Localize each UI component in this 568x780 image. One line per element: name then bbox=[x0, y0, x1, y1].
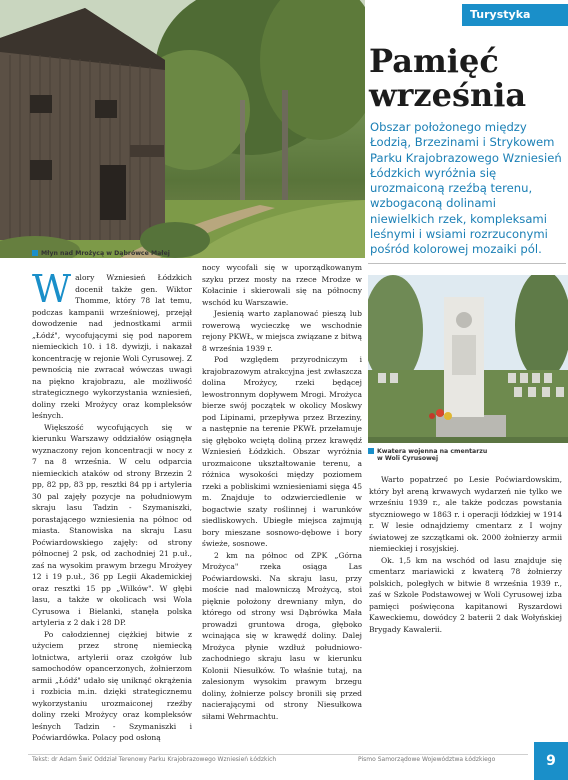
body-column-3 bbox=[369, 474, 562, 635]
mill-caption: Młyn nad Mrożycą w Dąbrówce Małej bbox=[32, 250, 170, 257]
paragraph: Po całodziennej ciężkiej bitwie z użyciem przez stronę niemiecką lotnictwa, artylerii oraz czołgów lub samochodów opancerzonych, żołnierzom armii „Łódź" udało się uniknąć okrążenia i rozbicia m.in. dzięki strategicznemu wykorzystaniu urozmaiconej rzeźby doliny rzeki Mrożycy oraz kompleksów leśnych Tadzin - Szymaniszki i Poćwiardówka. Polacy pod osłoną bbox=[32, 629, 192, 742]
memorial-illustration bbox=[368, 275, 568, 443]
mill-illustration bbox=[0, 0, 365, 258]
memorial-photo bbox=[368, 275, 568, 443]
caption-marker-icon bbox=[368, 448, 374, 454]
paragraph: Walory Wzniesień Łódzkich docenił także gen. Wiktor Thomme, który 78 lat temu, podczas kampanii wrześniowej, przejął dowodzenie nad jednostkami armii „Łódź", wycofującymi się pod naporem niemieckich 10. i 18. dywizji, i nakazał koncentrację w rejonie Woli Cyrusowej. Z pewnością nie zwracał wówczas uwagi na piękno krajobrazu, ale możliwość strategicznego wykorzystania wzniesień, doliny rzeki Mrożycy oraz kompleksów leśnych. bbox=[32, 267, 192, 420]
paragraph: Warto popatrzeć po Lesie Poćwiardowskim, który był areną krwawych wydarzeń nie tylko we wrześniu 1939 r., ale także podczas powstania styczniowego w 1863 r. i operacji łódzkiej w 1914 r. W lesie odnajdziemy cmentarz z I wojny światowej ze szczątkami ok. 2000 żołnierzy armii niemieckiej i rosyjskiej. bbox=[369, 475, 562, 553]
paragraph: Większość wycofujących się w kierunku Warszawy oddziałów osiągnęła wyznaczony rejon koncentracji w nocy z 7 na 8 września. W celu odparcia niemieckich ataków od strony Brzezin 2 pp, 82 pp, 83 pp, resztki 84 pp i artyleria 30 pal zajęły pozycje na południowym skraju lasu Tadzin - Szymaniszki, porastającego wzniesienia na północ od miasta. Stanowiska na skraju Lasu Poćwiardowskiego zajęły: od strony północnej 2 psk, od zachodniej 21 p.uł., zaś na wysokim prawym brzegu Mrożyey 12 i 19 p.uł., 36 pp Legii Akademickiej oraz resztki 15 pp „Wilków". W głębi lasu, a także w okolicach wsi Wola Cyrusowa i Bielanki, stanęła polska artyleria z 2 dak i 28 DP. bbox=[32, 422, 192, 627]
section-tag[interactable]: Turystyka bbox=[462, 4, 568, 26]
caption-marker-icon bbox=[32, 250, 38, 256]
drop-cap: W bbox=[32, 267, 72, 311]
memorial-caption: Kwatera wojenna na cmentarzu w Woli Cyrusowej bbox=[368, 448, 487, 462]
article-title bbox=[369, 44, 565, 112]
paragraph: Pod względem przyrodniczym i krajobrazowym atrakcyjna jest zwłaszcza dolina Mrożycy, rzeki będącej lewostronnym dopływem Mrogi. Mrożyca bierze swój początek w okolicy Moskwy pod Lipinami, przepływa przez Brzeziny, a następnie na terenie PKWŁ przełamuje się głęboko wciętą doliną przez krawędź Wzniesień Łódzkich. Obszar wyróżnia urozmaicone ukształtowanie terenu, a różnica wysokości między poziomem rzeki a pobliskimi wzniesieniami sięga 45 m. Znajduje to odzwierciedlenie w bogactwie szaty roślinnej i warunków siedliskowych. Ubiegłe miejsca zajmują bory mieszane sosnowo-dębowe i bory świeże, sosnowe. bbox=[202, 355, 362, 548]
footer-divider bbox=[28, 754, 528, 755]
page-number: 9 bbox=[534, 742, 568, 780]
footer-magazine: Pismo Samorządowe Województwa Łódzkiego bbox=[358, 756, 496, 763]
paragraph: Ok. 1,5 km na wschód od lasu znajduje się cmentarz mariawicki z kwaterą 78 żołnierzy polskich, poległych w bitwie 8 września 1939 r., zaś w Szkole Podstawowej w Woli Cyrusowej izba pamięci poświęcona kapitanowi Ryszardowi Kaweckiemu, dowódcy 2 baterii 2 dak Wołyńskiej Brygady Kawalerii. bbox=[369, 555, 562, 634]
paragraph: nocy wycofali się w uporządkowanym szyku przez mosty na rzece Mrodze w Kołacinie i skierowali się na północny wschód ku Warszawie. bbox=[202, 263, 362, 307]
body-column-2 bbox=[202, 262, 362, 722]
footer-author: Tekst: dr Adam Świć Oddział Terenowy Parku Krajobrazowego Wzniesień Łódzkich bbox=[32, 756, 277, 763]
body-column-1 bbox=[32, 267, 192, 744]
divider bbox=[368, 263, 566, 264]
paragraph: 2 km na północ od ZPK „Górna Mrożyca" rzeka osiąga Las Poćwiardowski. Na skraju lasu, przy moście nad malowniczą Mrożycą, stoi pięknie położony drewniany młyn, do którego od strony wsi Dąbrówka Mała prowadzi gruntowa droga, głęboko wcinająca się w krawędź doliny. Dalej Mrożyca płynie wzdłuż południowo-zachodniego skraju lasu w kierunku Kolonii Niesułków. To właśnie tutaj, na zalesionym wysokim prawym brzegu doliny, żołnierze polscy bronili się przed nacierającymi od strony Niesułkowa siłami Wehrmachtu. bbox=[202, 550, 362, 721]
paragraph: Jesienią warto zaplanować pieszą lub rowerową wycieczkę we wschodnie rejony PKWŁ, w miejsca związane z bitwą 8 września 1939 r. bbox=[202, 309, 362, 353]
title-line-2: września bbox=[369, 76, 527, 114]
mill-photo bbox=[0, 0, 365, 258]
article-lead: Obszar położonego między Łodzią, Brzezinami i Strykowem Parku Krajobrazowego Wzniesień Łódzkich wyróżnia się urozmaiconą rzeźbą terenu, wzbogaconą dolinami niewielkich rzek, kompleksami leśnymi i wsiami rozrzuconymi pośród kolorowej mozaiki pól. bbox=[370, 120, 562, 257]
title-line-1: Pamięć bbox=[369, 42, 499, 80]
